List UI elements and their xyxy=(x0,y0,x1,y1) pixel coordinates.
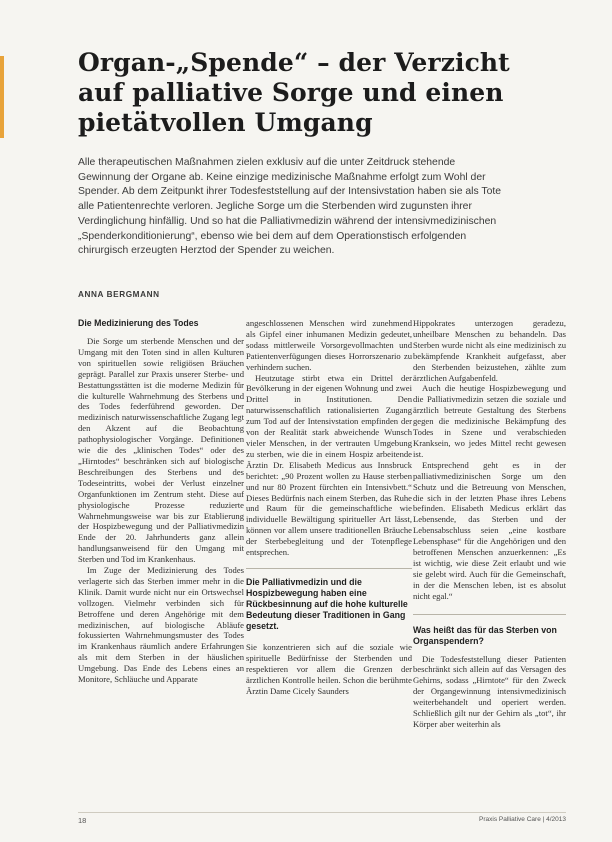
paragraph: Die Todesfeststellung dieser Patienten beschränkt sich allein auf das Versagen des Gehirns, sodass „Hirntote“ für den Zweck der Organgewinnung intensivmedizinisch weiterbehandelt und operiert werden. Schließlich gilt nur der Gehirn als „tot“, ihr Körper aber weiterhin als xyxy=(413,653,566,729)
section-heading: Was heißt das für das Sterben von Organspendern? xyxy=(413,614,566,647)
column-2 xyxy=(246,318,412,696)
author-name: ANNA BERGMANN xyxy=(78,290,160,299)
article-lead: Alle therapeutischen Maßnahmen zielen exklusiv auf die unter Zeitdruck stehende Gewinnung der Organe ab. Keine einzige medizinische Maßnahme erfolgt zum Wohl der Spender. Ab dem Zeitpunkt ihrer Todesfeststellung auf der Intensivstation haben sie als Tote alle Patientenrechte verloren. Jegliche Sorge um die Sterbenden wird zugunsten ihrer Verdinglichung hinfällig. Und so hat die Palliativmedizin während der intensivmedizinischen „Spenderkonditionierung“, ebenso wie bei dem auf dem Operationstisch erfolgenden chirurgisch erzeugten Herztod der Spender zu weichen. xyxy=(78,157,502,257)
paragraph: Entsprechend geht es in der palliativmedizinischen Sorge um den Schutz und die Betreuung von Menschen, die sich in der letzten Phase ihres Lebens befinden. Elisabeth Medicus erklärt das Lebensende, das Sterben und der Lebensabschluss seien „eine kostbare Lebensphase“ für die Angehörigen und den betroffenen Menschen anzuerkennen: „Es ist wichtig, wie diese Zeit erlaubt und wie sie gelebt wird. Auch für die Gemeinschaft, in der die Menschen leben, ist es absolut nicht egal.“ xyxy=(413,459,566,601)
paragraph: Sie konzentrieren sich auf die soziale wie spirituelle Bedürfnisse der Sterbenden und respektieren vor allem die Grenzen der ärztlichen Kontrolle heilen. Schon die berühmte Ärztin Dame Cicely Saunders xyxy=(246,641,412,696)
paragraph: Die Sorge um sterbende Menschen und der Umgang mit den Toten sind in allen Kulturen von spirituellen sowie religiösen Bräuchen geprägt. Parallel zur Praxis unserer Sterbe- und Bestattungsstätten ist die moderne Medizin für die kulturelle Wahrnehmung des Sterbens und des Todes federführend geworden. Der medizinisch naturwissenschaftliche Zugang legt den Akzent auf die Beobachtung pathophysiologischer Vorgänge. Definitionen wie die des „klinischen Todes“ oder des „Hirntodes“ beschränken sich auf biologische Beschreibungen des Sterbens und des Todeseintritts, wobei der Verlust einzelner Organfunktionen im Zentrum steht. Diese auf physiologische Prozesse reduzierte Wahrnehmungsweise war bis zur Etablierung der Hospizbewegung und der Palliativmedizin Ende der 20. Jahrhunderts ganz allein handlungsanweisend für den Umgang mit Sterben und Tod im Krankenhaus. xyxy=(78,336,244,565)
paragraph: Heutzutage stirbt etwa ein Drittel der Bevölkerung in der eigenen Wohnung und zwei Drittel in Institutionen. Den naturwissenschaftlich rationalisierten Zugang zum Tod auf der Intensivstation empfinden der von der Realität stark abweichende Wunsch vieler Menschen, in der vertrauten Umgebung zu sterben, wie die in einem Hospiz arbeitende Ärztin Dr. Elisabeth Medicus aus Innsbruck berichtet: „90 Prozent wollen zu Hause sterben und nur 80 Prozent fürchten ein Intensivbett.“ Dieses Bedürfnis nach einem Sterben, das Ruhe und Raum für die gemeinschaftliche wie individuelle Bewältigung spiritueller Art lässt, können vor allem unsere traditionellen Bräuche der Sterbebegleitung und der Totenpflege entsprechen. xyxy=(246,372,412,558)
paragraph: Hippokrates unterzogen geradezu, unheilbare Menschen zu behandeln. Das Sterben wurde nicht als eine medizinisch zu bekämpfende Krankheit aufgefasst, aber den Sterbenden beizustehen, zählte zum ärztlichen Aufgabenfeld. xyxy=(413,318,566,383)
journal-name: Praxis Palliative Care | 4/2013 xyxy=(479,816,566,823)
accent-bar xyxy=(0,56,4,138)
column-3 xyxy=(413,318,566,730)
paragraph: angeschlossenen Menschen wird zunehmend als Gipfel einer inhumanen Medizin gedeutet, sodass mittlerweile Vorsorgevollmachten und Patientenverfügungen dieses Horrorszenario zu verhindern suchen. xyxy=(246,318,412,372)
paragraph: Auch die heutige Hospizbewegung und die Palliativmedizin setzen die soziale und ärztlich betreute Gestaltung des Sterbens gegen die medizinische Bekämpfung des Todes in Szene und verabschieden Kranksein, wo jedes Mittel recht gewesen ist. xyxy=(413,383,566,459)
section-heading: Die Medizinierung des Todes xyxy=(78,318,199,328)
article-title: Organ-„Spende“ – der Verzicht auf palliative Sorge und einen pietätvollen Umgang xyxy=(78,48,510,137)
page-footer xyxy=(78,812,566,825)
column-1 xyxy=(78,318,244,685)
paragraph: Im Zuge der Medizinierung des Todes verlagerte sich das Sterben immer mehr in die Klinik. Damit wurde nicht nur ein Ortswechsel vollzogen. Vielmehr verbinden sich für Betroffene und deren Angehörige mit dem medizinischen, auf biologische Abläufe fokussierten Wahrnehmungsmuster des Todes im Krankenhaus räumlich andere Erfahrungen als mit dem Sterben in der häuslichen Umgebung. Das Ende des Lebens eines an Monitore, Schläuche und Apparate xyxy=(78,565,244,685)
pull-quote: Die Palliativmedizin und die Hospizbewegung haben eine Rückbesinnung auf die hohe kulturelle Bedeutung dieser Traditionen in Gang gesetzt. xyxy=(246,568,412,632)
page-number: 18 xyxy=(78,816,87,825)
